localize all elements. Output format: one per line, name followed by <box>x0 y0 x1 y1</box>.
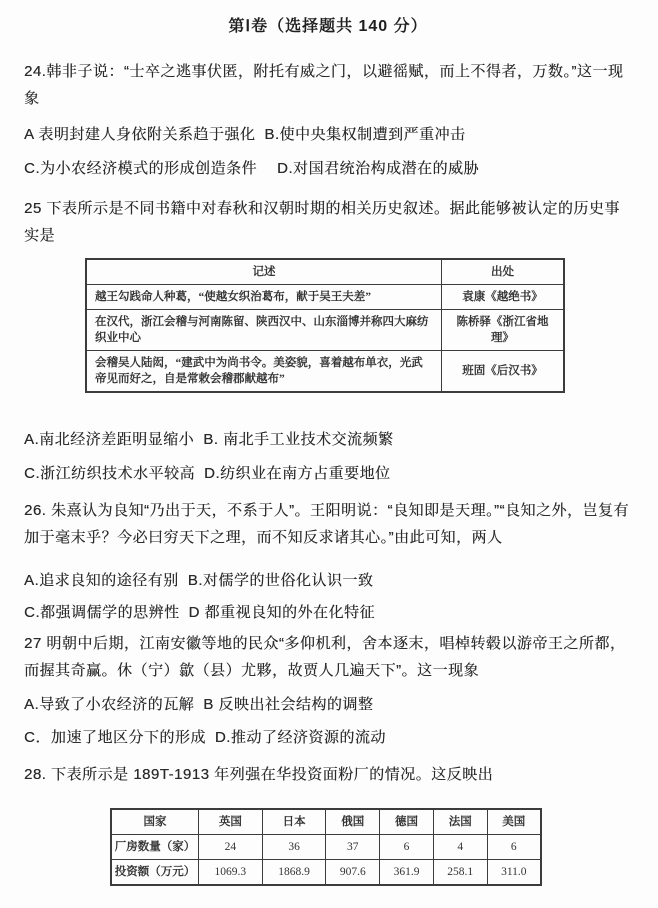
table-header-cell: 出处 <box>442 259 565 285</box>
question-24-option-c: C.为小农经济模式的形成创造条件 <box>24 160 258 177</box>
table-cell: 36 <box>262 835 326 860</box>
table-cell: 6 <box>487 835 541 860</box>
table-header-cell: 美国 <box>487 809 541 835</box>
sources-table <box>85 258 565 393</box>
table-cell: 会稽吴人陆闳，“建武中为尚书令。美姿貌，喜着越布单衣，光武帝见而好之，自是常敕会稽郡献越布” <box>86 351 442 393</box>
question-25-option-d: D.纺织业在南方占重要地位 <box>204 465 391 482</box>
table-header-row <box>86 259 564 285</box>
question-27-options-ab <box>24 691 632 718</box>
table-row <box>111 860 541 886</box>
page-title: 第Ⅰ卷（选择题共 140 分） <box>228 18 428 35</box>
question-27-option-b: B 反映出社会结构的调整 <box>203 696 374 713</box>
question-27-option-a: A.导致了小农经济的瓦解 <box>24 696 195 713</box>
table-header-cell: 德国 <box>380 809 434 835</box>
table-cell: 陈桥驿《浙江省地理》 <box>442 310 565 351</box>
question-28-stem: 28. 下表所示是 189T-1913 年列强在华投资面粉厂的情况。这反映出 <box>24 766 494 783</box>
table-cell: 投资额（万元） <box>111 860 199 886</box>
question-24-option-a: A 表明封建人身依附关系趋于强化 <box>24 126 256 143</box>
table-header-cell: 法国 <box>433 809 487 835</box>
table-cell: 6 <box>380 835 434 860</box>
table-header-cell: 俄国 <box>326 809 380 835</box>
table-header-cell: 英国 <box>199 809 263 835</box>
table-cell: 361.9 <box>380 860 434 886</box>
table-cell: 1069.3 <box>199 860 263 886</box>
table-row <box>86 310 564 351</box>
table-header-cell: 记述 <box>86 259 442 285</box>
question-26-options-cd <box>24 599 632 626</box>
question-26-option-d: D 都重视良知的外在化特征 <box>188 604 376 621</box>
question-27-option-c: C．加速了地区分下的形成 <box>24 729 206 746</box>
table-cell: 4 <box>433 835 487 860</box>
question-26-option-c: C.都强调儒学的思辨性 <box>24 604 180 621</box>
table-cell: 258.1 <box>433 860 487 886</box>
question-24-option-b: B.使中央集权制遭到严重冲击 <box>264 126 466 143</box>
table-cell: 厂房数量（家） <box>111 835 199 860</box>
table-cell: 24 <box>199 835 263 860</box>
table-cell: 311.0 <box>487 860 541 886</box>
table-cell: 907.6 <box>326 860 380 886</box>
table-row <box>86 351 564 393</box>
question-25-option-a: A.南北经济差距明显缩小 <box>24 431 195 448</box>
table-header-cell: 国家 <box>111 809 199 835</box>
question-27-options-cd <box>24 724 632 751</box>
table-header-cell: 日本 <box>262 809 326 835</box>
question-26-options-ab <box>24 567 632 594</box>
question-27-stem: 27 明朝中后期，江南安徽等地的民众“多仰机利，舍本逐末，唱棹转毂以游帝王之所都，而握其奇赢。休（宁）歙（县）尤夥，故贾人几遍天下”。这一现象 <box>24 635 626 679</box>
table-cell: 37 <box>326 835 380 860</box>
question-26-option-a: A.追求良知的途径有别 <box>24 572 179 589</box>
table-cell: 在汉代，浙江会稽与河南陈留、陕西汉中、山东淄博并称四大麻纺织业中心 <box>86 310 442 351</box>
question-25-options-cd <box>24 460 632 487</box>
question-25-options-ab <box>24 426 632 453</box>
table-row <box>111 835 541 860</box>
question-26-stem: 26. 朱熹认为良知“乃出于天，不系于人”。王阳明说：“良知即是天理。”“良知之外，岂复有加于毫末乎？今必曰穷天下之理，而不知反求诸其心。”由此可知，两人 <box>24 502 629 546</box>
question-24-options-cd <box>24 155 632 182</box>
question-25-option-c: C.浙江纺织技术水平较高 <box>24 465 196 482</box>
table-header-row <box>111 809 541 835</box>
investment-table <box>110 808 542 886</box>
question-25-stem: 25 下表所示是不同书籍中对春秋和汉朝时期的相关历史叙述。据此能够被认定的历史事实是 <box>24 200 620 244</box>
question-27-option-d: D.推动了经济资源的流动 <box>214 729 386 746</box>
question-24-options-ab <box>24 121 632 148</box>
table-cell: 班固《后汉书》 <box>442 351 565 393</box>
question-26-option-b: B.对儒学的世俗化认识一致 <box>187 572 374 589</box>
table-row <box>86 285 564 310</box>
question-24-stem: 24.韩非子说：“士卒之逃事伏匿，附托有威之门，以避徭赋，而上不得者，万数。”这一现象 <box>24 63 624 107</box>
table-cell: 1868.9 <box>262 860 326 886</box>
table-cell: 越王勾践命人种葛，“使越女织治葛布，献于吴王夫差” <box>86 285 442 310</box>
question-25-option-b: B. 南北手工业技术交流频繁 <box>203 431 394 448</box>
question-24-option-d: D.对国君统治构成潜在的威胁 <box>277 160 480 177</box>
table-cell: 袁康《越绝书》 <box>442 285 565 310</box>
